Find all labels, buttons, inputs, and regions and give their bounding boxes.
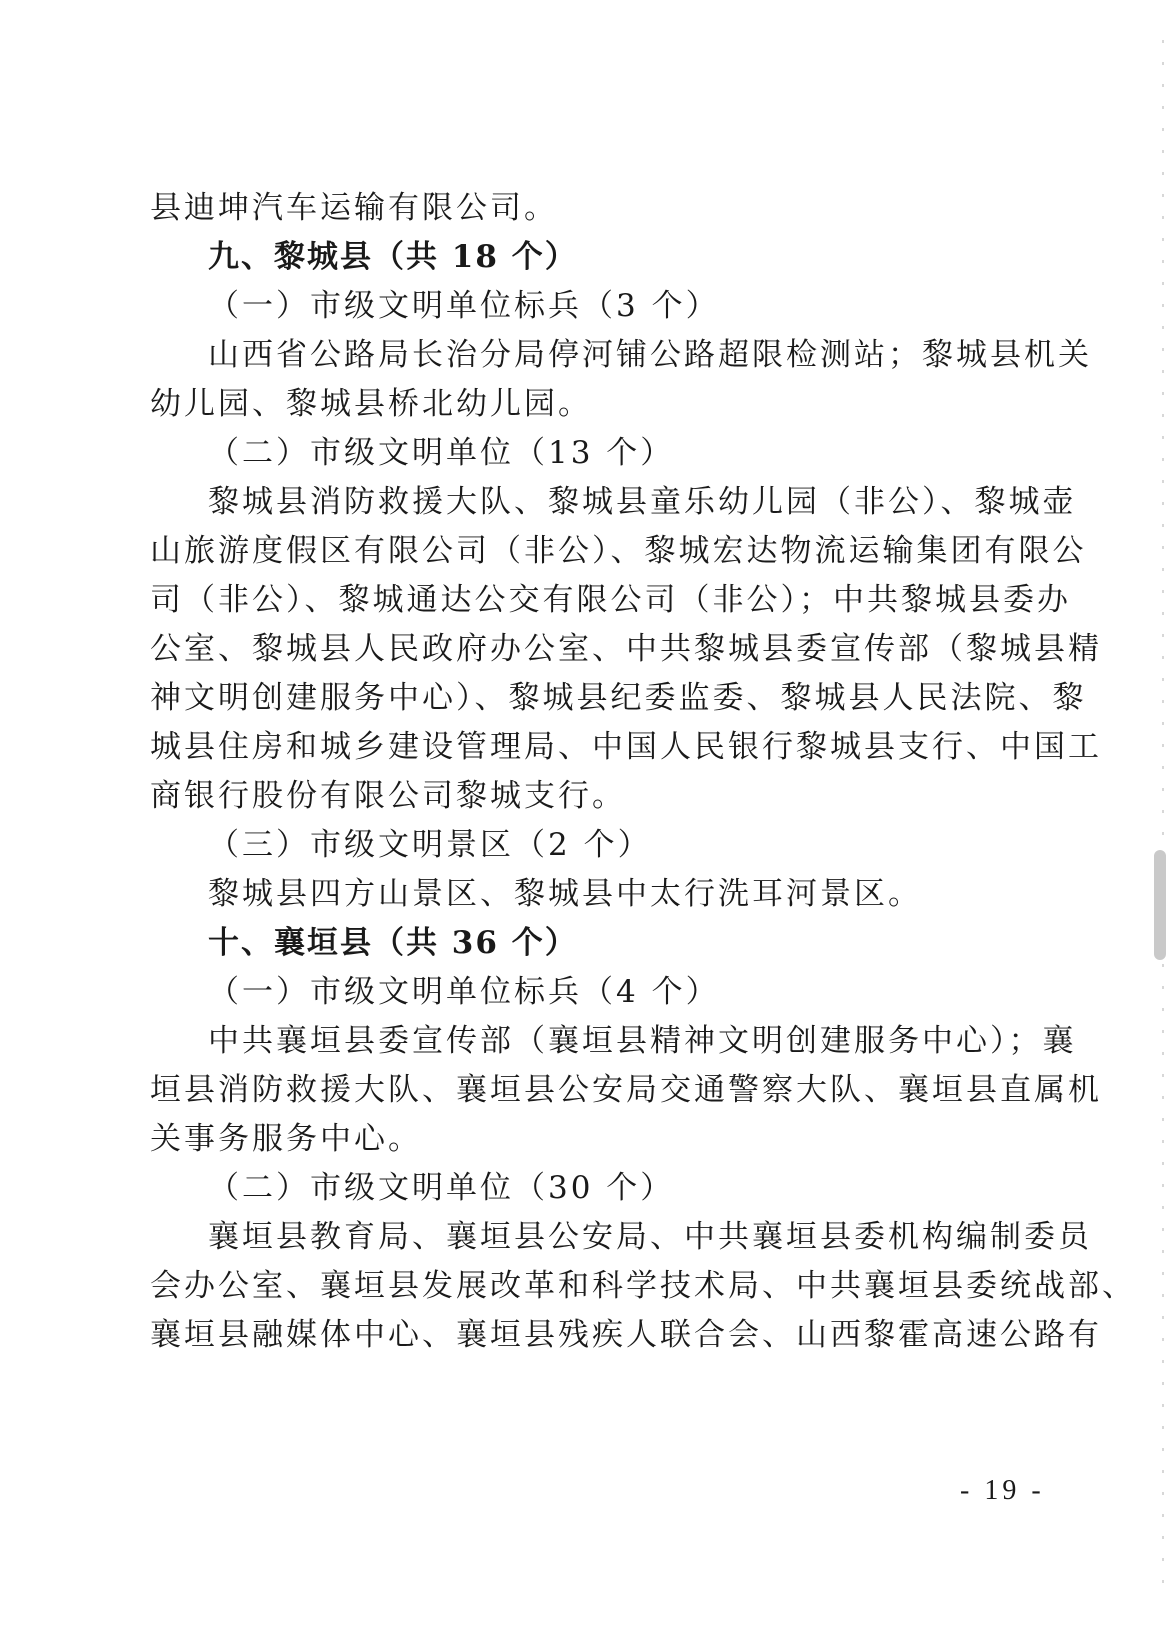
section-heading-xiangyuan: 十、襄垣县（共 36 个） (208, 925, 578, 961)
scan-edge-marks (1162, 40, 1164, 1600)
subsection-heading: （一）市级文明单位标兵（4 个） (208, 974, 720, 1010)
text-line: 黎城县消防救援大队、黎城县童乐幼儿园（非公）、黎城壶 (208, 484, 1077, 520)
page-number: - 19 - (960, 1475, 1045, 1506)
text-line: 县迪坤汽车运输有限公司。 (150, 190, 558, 226)
subsection-heading: （二）市级文明单位（30 个） (208, 1170, 675, 1206)
text-line: 垣县消防救援大队、襄垣县公安局交通警察大队、襄垣县直属机 (150, 1072, 1102, 1108)
text-line: 山旅游度假区有限公司（非公）、黎城宏达物流运输集团有限公 (150, 533, 1087, 569)
scrollbar-thumb[interactable] (1154, 850, 1166, 960)
text-line: 黎城县四方山景区、黎城县中太行洗耳河景区。 (208, 876, 922, 912)
text-line: 神文明创建服务中心）、黎城县纪委监委、黎城县人民法院、黎 (150, 680, 1087, 716)
text-line: 城县住房和城乡建设管理局、中国人民银行黎城县支行、中国工 (150, 729, 1102, 765)
text-line: 公室、黎城县人民政府办公室、中共黎城县委宣传部（黎城县精 (150, 631, 1102, 667)
text-line: 商银行股份有限公司黎城支行。 (150, 778, 626, 814)
text-line: 襄垣县融媒体中心、襄垣县残疾人联合会、山西黎霍高速公路有 (150, 1317, 1102, 1353)
text-line: 会办公室、襄垣县发展改革和科学技术局、中共襄垣县委统战部、 (150, 1268, 1136, 1304)
text-line: 襄垣县教育局、襄垣县公安局、中共襄垣县委机构编制委员 (208, 1219, 1092, 1255)
text-line: 司（非公）、黎城通达公交有限公司（非公）；中共黎城县委办 (150, 582, 1071, 618)
subsection-heading: （二）市级文明单位（13 个） (208, 435, 675, 471)
subsection-heading: （三）市级文明景区（2 个） (208, 827, 652, 863)
text-line: 幼儿园、黎城县桥北幼儿园。 (150, 386, 592, 422)
text-line: 中共襄垣县委宣传部（襄垣县精神文明创建服务中心）；襄 (208, 1023, 1077, 1059)
text-line: 关事务服务中心。 (150, 1121, 422, 1157)
section-heading-licheng: 九、黎城县（共 18 个） (208, 239, 578, 275)
subsection-heading: （一）市级文明单位标兵（3 个） (208, 288, 720, 324)
text-line: 山西省公路局长治分局停河铺公路超限检测站；黎城县机关 (208, 337, 1092, 373)
